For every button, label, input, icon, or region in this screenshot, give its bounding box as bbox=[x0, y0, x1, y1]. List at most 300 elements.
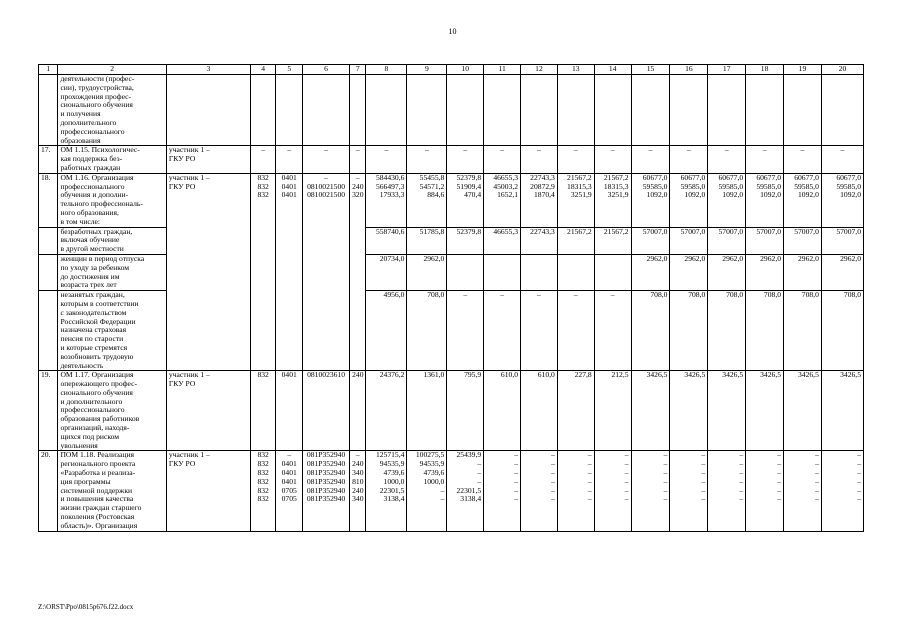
cell-line: ГКУ РО bbox=[168, 154, 196, 164]
value-cell bbox=[746, 146, 784, 173]
value-cell bbox=[746, 371, 784, 451]
cell-line: – bbox=[624, 468, 629, 478]
measure-name bbox=[58, 291, 166, 371]
table-row bbox=[39, 371, 864, 451]
value-cell bbox=[821, 173, 863, 227]
cell-line: 59585,0 bbox=[718, 181, 744, 191]
value-cell bbox=[447, 173, 484, 227]
code-grbs bbox=[250, 451, 276, 531]
value-cell bbox=[557, 371, 594, 451]
value-cell bbox=[594, 173, 631, 227]
cell-line: 94535,9 bbox=[419, 459, 445, 469]
budget-table bbox=[38, 64, 864, 532]
cell-line: – bbox=[514, 468, 519, 478]
header-cell: 17 bbox=[708, 65, 746, 75]
cell-line: 22301,5 bbox=[456, 485, 482, 495]
value-cell bbox=[447, 371, 484, 451]
cell-line: 566497,3 bbox=[375, 181, 405, 191]
cell-line: – bbox=[663, 476, 668, 486]
cell-line: и повышения качества bbox=[60, 494, 134, 504]
cell-line: – bbox=[815, 476, 819, 486]
cell-line: 610,0 bbox=[537, 370, 555, 380]
value-cell bbox=[366, 173, 407, 227]
cell-line: – bbox=[551, 459, 555, 469]
cell-line: дополнительного bbox=[60, 117, 117, 127]
value-cell bbox=[407, 173, 447, 227]
cell-line: – bbox=[624, 450, 629, 460]
cell-line: 1092,0 bbox=[840, 190, 861, 200]
cell-line: 227,8 bbox=[574, 370, 592, 380]
cell-line: – bbox=[857, 476, 861, 486]
cell-line: 0401 bbox=[281, 190, 297, 200]
header-cell: 5 bbox=[276, 65, 303, 75]
cell-line: 1870,4 bbox=[533, 190, 555, 200]
value-cell: – bbox=[594, 291, 631, 371]
cell-line: ОМ 1.15. Психологичес- bbox=[60, 145, 140, 155]
cell-line: ГКУ РО bbox=[168, 459, 196, 469]
cell-line: 240 bbox=[352, 485, 364, 495]
value-cell bbox=[746, 451, 784, 531]
cell-line: незанятых граждан, bbox=[60, 290, 125, 300]
cell-line: 55455,8 bbox=[419, 173, 445, 182]
value-cell bbox=[557, 173, 594, 227]
cell-line: участник 1 – bbox=[168, 450, 210, 460]
cell-line: 081P352940 bbox=[306, 476, 346, 486]
cell-line: – bbox=[815, 468, 819, 478]
cell-line: – bbox=[800, 145, 805, 155]
value-cell bbox=[484, 371, 521, 451]
row-number bbox=[39, 254, 58, 290]
cell-line: 584430,6 bbox=[375, 173, 405, 182]
cell-line: 832 bbox=[257, 494, 269, 504]
cell-line: – bbox=[324, 173, 328, 182]
value-cell bbox=[521, 173, 558, 227]
value-cell bbox=[521, 371, 558, 451]
value-cell bbox=[821, 451, 863, 531]
cell-line: 3138,4 bbox=[383, 494, 405, 504]
code-rzpr bbox=[276, 371, 303, 451]
cell-line: – bbox=[624, 494, 629, 504]
value-cell bbox=[631, 173, 670, 227]
cell-line: – bbox=[514, 476, 519, 486]
value-cell: 708,0 bbox=[407, 291, 447, 371]
empty-cell bbox=[303, 75, 350, 146]
cell-line: – bbox=[551, 450, 555, 460]
cell-line: жизни граждан старшего bbox=[60, 503, 142, 513]
value-cell: 2962,0 bbox=[407, 254, 447, 290]
cell-line: – bbox=[477, 468, 482, 478]
value-cell bbox=[557, 146, 594, 173]
cell-line: 51909,4 bbox=[456, 181, 482, 191]
empty-cell bbox=[557, 75, 594, 146]
cell-line: ГКУ РО bbox=[168, 181, 196, 191]
value-cell: 57007,0 bbox=[784, 227, 822, 254]
cell-line: 081P352940 bbox=[306, 450, 346, 460]
cell-line: 1092,0 bbox=[760, 190, 782, 200]
cell-line: 0810023610 bbox=[307, 370, 346, 380]
cell-line: – bbox=[624, 476, 629, 486]
value-cell: 708,0 bbox=[631, 291, 670, 371]
cell-line: прохождения профес- bbox=[60, 91, 132, 101]
cell-line: 081P352940 bbox=[306, 485, 346, 495]
empty-cell bbox=[407, 75, 447, 146]
cell-line: 1000,0 bbox=[423, 476, 445, 486]
cell-line: безработных граждан, bbox=[60, 227, 133, 236]
cell-line: – bbox=[610, 145, 615, 155]
empty-cell bbox=[631, 75, 670, 146]
cell-line: 0401 bbox=[281, 459, 297, 469]
cell-line: опережающего профес- bbox=[60, 379, 138, 389]
cell-line: – bbox=[815, 494, 819, 504]
cell-line: – bbox=[663, 459, 668, 469]
value-cell: 708,0 bbox=[784, 291, 822, 371]
cell-line: – bbox=[857, 494, 861, 504]
header-cell: 13 bbox=[557, 65, 594, 75]
cell-line: – bbox=[857, 450, 861, 460]
cell-line: – bbox=[739, 450, 744, 460]
cell-line: – bbox=[624, 459, 629, 469]
cell-line: 3251,9 bbox=[570, 190, 592, 200]
table-row bbox=[39, 451, 864, 531]
row-number: 18. bbox=[39, 173, 58, 227]
cell-line: 25439,9 bbox=[456, 450, 482, 460]
cell-line: – bbox=[384, 145, 389, 155]
header-cell: 15 bbox=[631, 65, 670, 75]
value-cell: – bbox=[521, 291, 558, 371]
code-vr bbox=[350, 146, 366, 173]
participant bbox=[166, 371, 250, 451]
code-rzpr bbox=[276, 451, 303, 531]
row-number bbox=[39, 227, 58, 254]
value-cell bbox=[366, 146, 407, 173]
cell-line: 884,6 bbox=[427, 190, 445, 200]
cell-line: 340 bbox=[352, 494, 364, 504]
cell-line: 45003,2 bbox=[493, 181, 519, 191]
cell-line: – bbox=[777, 485, 782, 495]
header-cell: 10 bbox=[447, 65, 484, 75]
code-rzpr bbox=[276, 173, 303, 371]
cell-line: – bbox=[739, 494, 744, 504]
cell-line: Российской Федерации bbox=[60, 316, 136, 326]
value-cell bbox=[746, 173, 784, 227]
value-cell: 4956,0 bbox=[366, 291, 407, 371]
value-cell bbox=[708, 451, 746, 531]
value-cell: 57007,0 bbox=[821, 227, 863, 254]
cell-line: кая поддержка без- bbox=[60, 154, 123, 164]
value-cell bbox=[821, 146, 863, 173]
value-cell bbox=[670, 146, 708, 173]
cell-line: увольнения bbox=[60, 440, 98, 450]
header-cell: 6 bbox=[303, 65, 350, 75]
cell-line: деятельности (профес- bbox=[60, 74, 135, 83]
cell-line: 3426,5 bbox=[722, 370, 744, 380]
cell-line: – bbox=[701, 450, 706, 460]
cell-line: – bbox=[701, 494, 706, 504]
cell-line: 59585,0 bbox=[642, 181, 668, 191]
value-cell bbox=[366, 371, 407, 451]
cell-line: возраста трех лет bbox=[60, 280, 117, 290]
value-cell bbox=[407, 146, 447, 173]
cell-line: – bbox=[857, 468, 861, 478]
empty-cell bbox=[784, 75, 822, 146]
value-cell: 46655,3 bbox=[484, 227, 521, 254]
cell-line: – bbox=[648, 145, 653, 155]
value-cell bbox=[557, 254, 594, 290]
cell-line: работных граждан bbox=[60, 162, 121, 172]
sub-row bbox=[39, 291, 864, 371]
cell-line: – bbox=[762, 145, 767, 155]
cell-line: – bbox=[440, 485, 445, 495]
cell-line: ОМ 1.17. Организация bbox=[60, 370, 134, 380]
header-cell: 9 bbox=[407, 65, 447, 75]
value-cell bbox=[407, 451, 447, 531]
cell-line: сии), трудоустройства, bbox=[60, 82, 134, 92]
value-cell bbox=[447, 451, 484, 531]
cell-line: в другой местности bbox=[60, 244, 124, 254]
cell-line: деятельность bbox=[60, 360, 104, 370]
cell-line: 240 bbox=[352, 370, 364, 380]
cell-line: 0401 bbox=[281, 370, 297, 380]
header-cell: 18 bbox=[746, 65, 784, 75]
cell-line: – bbox=[477, 476, 482, 486]
value-cell bbox=[484, 146, 521, 173]
cell-line: тельного профессиональ- bbox=[60, 199, 143, 209]
row-number: 20. bbox=[39, 451, 58, 531]
value-cell: 57007,0 bbox=[670, 227, 708, 254]
cell-line: 60677,0 bbox=[718, 173, 744, 182]
row-number bbox=[39, 291, 58, 371]
cell-line: 52379,8 bbox=[456, 173, 482, 182]
cell-line: 081P352940 bbox=[306, 494, 346, 504]
cell-line: 0810021500 bbox=[307, 190, 346, 200]
cell-line: – bbox=[701, 476, 706, 486]
cell-line: включая обучение bbox=[60, 235, 120, 245]
code-vr bbox=[350, 371, 366, 451]
table-row bbox=[39, 146, 864, 173]
code-grbs bbox=[250, 146, 276, 173]
empty-cell bbox=[670, 75, 708, 146]
cell-line: участник 1 – bbox=[168, 370, 210, 380]
value-cell bbox=[631, 451, 670, 531]
value-cell: 708,0 bbox=[746, 291, 784, 371]
cell-line: 832 bbox=[257, 485, 269, 495]
cell-line: 0401 bbox=[281, 476, 297, 486]
cell-line: 610,0 bbox=[500, 370, 519, 380]
cell-line: – bbox=[440, 494, 445, 504]
cell-line: – bbox=[857, 485, 861, 495]
value-cell: 51785,8 bbox=[407, 227, 447, 254]
participant bbox=[166, 451, 250, 531]
cell-line: – bbox=[573, 145, 578, 155]
cell-line: щихся под риском bbox=[60, 431, 120, 441]
cell-line: – bbox=[663, 450, 668, 460]
cell-line: – bbox=[739, 485, 744, 495]
cell-line: 0401 bbox=[281, 468, 297, 478]
cell-line: 320 bbox=[352, 190, 364, 200]
participant bbox=[166, 173, 250, 371]
cell-line: 60677,0 bbox=[642, 173, 668, 182]
cell-line: 832 bbox=[257, 459, 269, 469]
cell-line: 125715,4 bbox=[375, 450, 405, 460]
cell-line: – bbox=[587, 450, 592, 460]
cell-line: 60677,0 bbox=[794, 173, 819, 182]
cell-line: 0705 bbox=[281, 494, 297, 504]
cell-line: – bbox=[686, 145, 691, 155]
value-cell bbox=[521, 146, 558, 173]
value-cell bbox=[484, 451, 521, 531]
cell-line: 1000,0 bbox=[383, 476, 405, 486]
header-cell: 8 bbox=[366, 65, 407, 75]
measure-name bbox=[58, 371, 166, 451]
code-grbs bbox=[250, 371, 276, 451]
measure-name bbox=[58, 227, 166, 254]
cell-line: 810 bbox=[352, 476, 364, 486]
cell-line: и дополнительного bbox=[60, 396, 123, 406]
value-cell bbox=[784, 371, 822, 451]
cell-line: организаций, находя- bbox=[60, 423, 130, 433]
cell-line: 18315,3 bbox=[603, 181, 629, 191]
cell-line: 17933,3 bbox=[379, 190, 405, 200]
value-cell: 2962,0 bbox=[631, 254, 670, 290]
cell-line: – bbox=[587, 476, 592, 486]
measure-name bbox=[58, 75, 166, 146]
value-cell bbox=[557, 451, 594, 531]
cell-line: – bbox=[815, 459, 819, 469]
cell-line: 832 bbox=[257, 190, 269, 200]
header-cell: 7 bbox=[350, 65, 366, 75]
cell-line: 59585,0 bbox=[794, 181, 819, 191]
table-row bbox=[39, 75, 864, 146]
value-cell bbox=[631, 146, 670, 173]
cell-line: – bbox=[815, 450, 819, 460]
cell-line: назначена страховая bbox=[60, 325, 127, 335]
cell-line: ПОМ 1.18. Реализация bbox=[60, 450, 135, 460]
empty-cell bbox=[447, 75, 484, 146]
cell-line: обучения и дополни- bbox=[60, 190, 129, 200]
cell-line: – bbox=[551, 494, 555, 504]
cell-line: участник 1 – bbox=[168, 145, 210, 155]
cell-line: 240 bbox=[352, 181, 364, 191]
value-cell: – bbox=[484, 291, 521, 371]
value-cell bbox=[784, 146, 822, 173]
cell-line: область)». Организация bbox=[60, 520, 138, 530]
value-cell bbox=[708, 173, 746, 227]
sub-row bbox=[39, 254, 864, 290]
cell-line: – bbox=[701, 459, 706, 469]
header-cell: 1 bbox=[39, 65, 58, 75]
cell-line: сионального обучения bbox=[60, 387, 133, 397]
code-csr bbox=[303, 173, 350, 371]
cell-line: ного образования, bbox=[60, 207, 119, 217]
value-cell bbox=[670, 371, 708, 451]
empty-cell bbox=[746, 75, 784, 146]
cell-line: – bbox=[551, 468, 555, 478]
code-grbs bbox=[250, 173, 276, 371]
cell-line: 1092,0 bbox=[797, 190, 819, 200]
cell-line: 60677,0 bbox=[680, 173, 706, 182]
cell-line: 1361,0 bbox=[423, 370, 445, 380]
cell-line: – bbox=[624, 485, 629, 495]
cell-line: – bbox=[701, 485, 706, 495]
value-cell bbox=[670, 451, 708, 531]
cell-line: 0401 bbox=[281, 181, 297, 191]
cell-line: поколения (Ростовская bbox=[60, 512, 135, 522]
cell-line: – bbox=[424, 145, 429, 155]
cell-line: – bbox=[551, 485, 555, 495]
value-cell: 21567,2 bbox=[557, 227, 594, 254]
header-cell: 11 bbox=[484, 65, 521, 75]
cell-line: 60677,0 bbox=[836, 173, 861, 182]
cell-line: – bbox=[777, 450, 782, 460]
cell-line: «Разработка и реализа- bbox=[60, 468, 136, 478]
value-cell bbox=[407, 371, 447, 451]
measure-name bbox=[58, 451, 166, 531]
cell-line: – bbox=[777, 468, 782, 478]
cell-line: до достижения им bbox=[60, 271, 120, 281]
value-cell bbox=[366, 451, 407, 531]
cell-line: ОМ 1.16. Организация bbox=[60, 173, 134, 182]
value-cell bbox=[521, 254, 558, 290]
cell-line: 1652,1 bbox=[497, 190, 519, 200]
cell-line: – bbox=[514, 450, 519, 460]
cell-line: 59585,0 bbox=[756, 181, 782, 191]
cell-line: – bbox=[287, 450, 292, 460]
cell-line: 212,5 bbox=[611, 370, 629, 380]
cell-line: профессионального bbox=[60, 181, 125, 191]
cell-line: и получения bbox=[60, 109, 101, 119]
cell-line: – bbox=[587, 459, 592, 469]
value-cell: 2962,0 bbox=[708, 254, 746, 290]
cell-line: – bbox=[514, 485, 519, 495]
empty-cell bbox=[250, 75, 276, 146]
cell-line: 4739,6 bbox=[383, 468, 405, 478]
cell-line: системной поддержки bbox=[60, 485, 133, 495]
cell-line: – bbox=[500, 145, 504, 155]
cell-line: 94535,9 bbox=[379, 459, 405, 469]
cell-line: – bbox=[355, 145, 360, 155]
value-cell bbox=[708, 146, 746, 173]
cell-line: женщин в период отпуска bbox=[60, 254, 145, 263]
header-cell: 16 bbox=[670, 65, 708, 75]
cell-line: возобновить трудовую bbox=[60, 351, 134, 361]
cell-line: 240 bbox=[352, 459, 364, 469]
value-cell bbox=[670, 173, 708, 227]
cell-line: 470,4 bbox=[464, 190, 482, 200]
cell-line: 18315,3 bbox=[567, 181, 592, 191]
table-row bbox=[39, 173, 864, 227]
measure-name bbox=[58, 254, 166, 290]
header-cell: 19 bbox=[784, 65, 822, 75]
cell-line: – bbox=[777, 494, 782, 504]
measure-name bbox=[58, 146, 166, 173]
header-cell: 20 bbox=[821, 65, 863, 75]
cell-line: 22743,3 bbox=[530, 173, 555, 182]
code-vr bbox=[350, 451, 366, 531]
cell-line: 3426,5 bbox=[646, 370, 668, 380]
value-cell bbox=[708, 371, 746, 451]
cell-line: – bbox=[324, 145, 328, 155]
cell-line: пенсия по старости bbox=[60, 334, 124, 344]
code-rzpr bbox=[276, 146, 303, 173]
header-cell: 3 bbox=[166, 65, 250, 75]
cell-line: – bbox=[739, 476, 744, 486]
cell-line: – bbox=[739, 468, 744, 478]
cell-line: 3138,4 bbox=[460, 494, 482, 504]
cell-line: – bbox=[355, 173, 360, 182]
value-cell bbox=[594, 451, 631, 531]
cell-line: 1092,0 bbox=[646, 190, 668, 200]
cell-line: – bbox=[663, 468, 668, 478]
